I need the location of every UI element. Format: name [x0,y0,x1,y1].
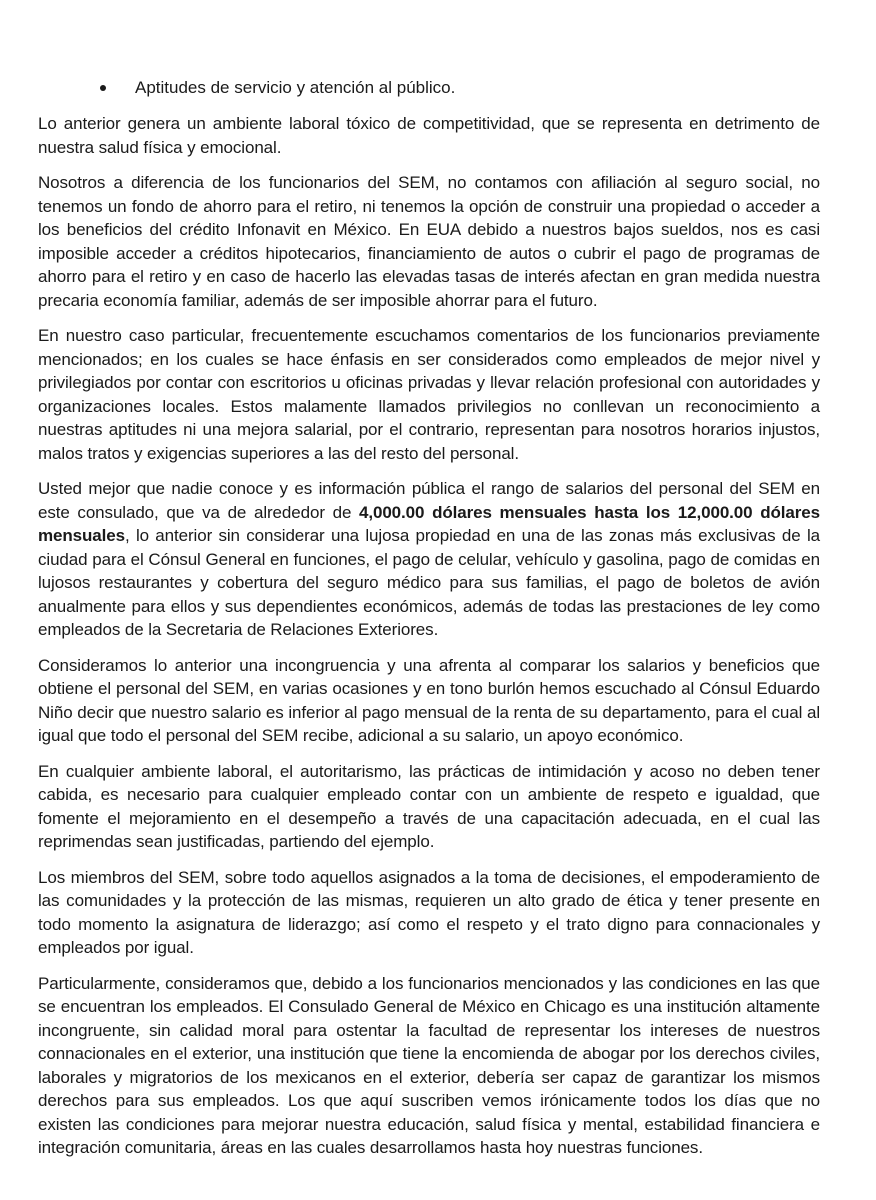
document-page [38,76,820,1172]
salary-text-after: , lo anterior sin considerar una lujosa propiedad en una de las zonas más exclusivas de la ciudad para el Cónsul General en funciones, el pago de celular, vehículo y gasolina, pago de comidas en lujosos restaurantes y cobertura del seguro médico para sus familias, el pago de boletos de avión anualmente para ellos y sus dependientes económicos, además de todas las prestaciones de ley como empleados de la Secretaria de Relaciones Exteriores. [38,526,820,639]
paragraph-conclusion: Particularmente, consideramos que, debido a los funcionarios mencionados y las condiciones en las que se encuentran los empleados. El Consulado General de México en Chicago es una institución altamente incongruente, sin calidad moral para ostentar la facultad de representar los intereses de nuestros connacionales en el exterior, una institución que tiene la encomienda de abogar por los derechos civiles, laborales y migratorios de los mexicanos en el exterior, debería ser capaz de garantizar los mismos derechos para sus empleados. Los que aquí suscriben vemos irónicamente todos los días que no existen las condiciones para mejorar nuestra educación, salud física y mental, estabilidad financiera e integración comunitaria, áreas en las cuales desarrollamos hasta hoy nuestras funciones. [38,973,820,1157]
paragraph-incongruence: Consideramos lo anterior una incongruencia y una afrenta al comparar los salarios y beneficios que obtiene el personal del SEM, en varias ocasiones y en tono burlón hemos escuchado al Cónsul Eduardo Niño decir que nuestro salario es inferior al pago mensual de la renta de su departamento, para el cual al igual que todo el personal del SEM recibe, adicional a su salario, un apoyo económico. [38,655,820,745]
bullet-icon [100,85,106,91]
bullet-text: Aptitudes de servicio y atención al público. [135,78,456,97]
paragraph-benefits-comparison: Nosotros a diferencia de los funcionarios del SEM, no contamos con afiliación al seguro social, no tenemos un fondo de ahorro para el retiro, ni tenemos la opción de construir una propiedad o acceder a los beneficios del crédito Infonavit en México. En EUA debido a nuestros bajos sueldos, nos es casi imposible acceder a créditos hipotecarios, financiamiento de autos o cubrir el pago de programas de ahorro para el retiro y en caso de hacerlo las elevadas tasas de interés afectan en gran medida nuestra precaria economía familiar, además de ser imposible ahorrar para el futuro. [38,173,820,310]
bullet-item [38,76,820,100]
salary-text-before: Usted mejor que nadie conoce y es información pública el rango de salarios del personal del SEM en este consulado, que va de alrededor de [38,479,820,522]
paragraph-privileges: En nuestro caso particular, frecuentemente escuchamos comentarios de los funcionarios previamente mencionados; en los cuales se hace énfasis en ser considerados como empleados de mejor nivel y privilegiados por contar con escritorios u oficinas privadas y llevar relación profesional con autoridades y organizaciones locales. Estos malamente llamados privilegios no conllevan un reconocimiento a nuestras aptitudes ni una mejora salarial, por el contrario, representan para nosotros horarios injustos, malos tratos y exigencias superiores a las del resto del personal. [38,326,820,463]
salary-range-bold: 4,000.00 dólares mensuales hasta los 12,000.00 dólares mensuales [38,502,820,545]
paragraph-sem-members: Los miembros del SEM, sobre todo aquellos asignados a la toma de decisiones, el empoderamiento de las comunidades y la protección de las mismas, requieren un alto grado de ética y tener presente en todo momento la asignatura de liderazgo; así como el respeto y el trato digno para connacionales y empleados por igual. [38,867,820,957]
paragraph-work-environment: En cualquier ambiente laboral, el autoritarismo, las prácticas de intimidación y acoso no deben tener cabida, es necesario para cualquier empleado contar con un ambiente de respeto e igualdad, que fomente el mejoramiento en el desempeño a través de una capacitación adecuada, en el cual las reprimendas sean justificadas, partiendo del ejemplo. [38,761,820,851]
paragraph-salaries [38,477,820,642]
paragraph-toxic-environment: Lo anterior genera un ambiente laboral tóxico de competitividad, que se representa en detrimento de nuestra salud física y emocional. [38,114,820,157]
